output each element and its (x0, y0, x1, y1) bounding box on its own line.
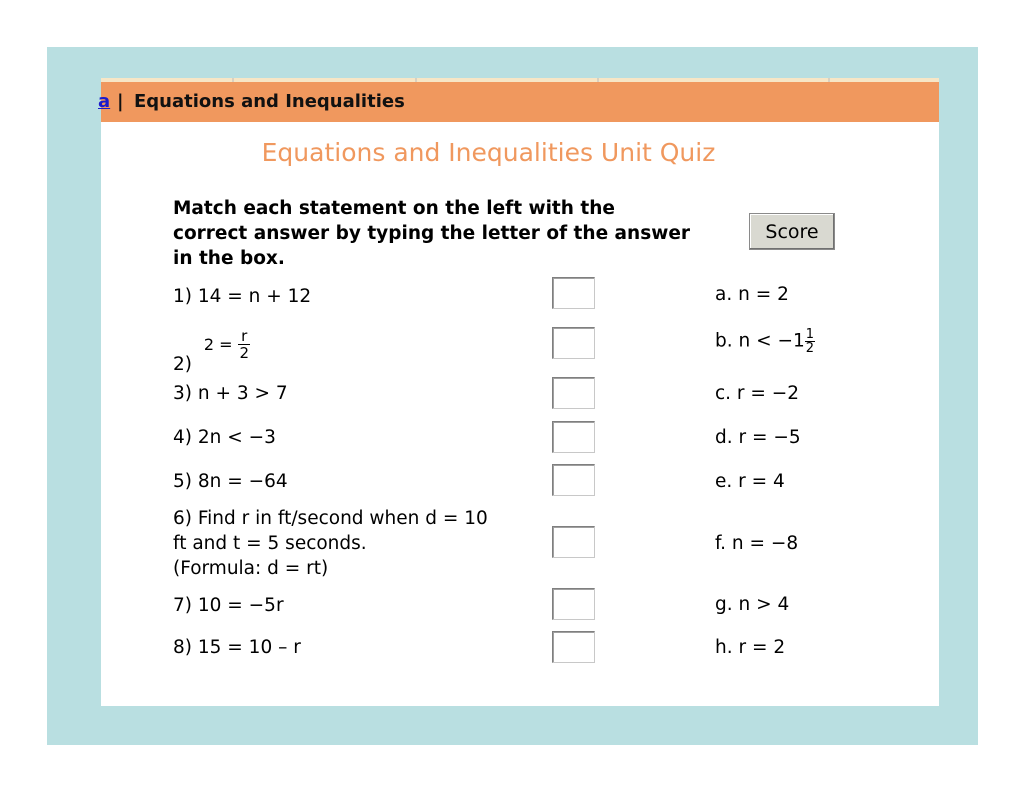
fraction-denominator: 2 (239, 344, 249, 362)
question-5: 5) 8n = −64 (173, 471, 288, 492)
question-6-line-1: 6) Find r in ft/second when d = 10 (173, 508, 488, 529)
fraction-numerator: r (238, 328, 250, 345)
answer-box-8[interactable] (552, 631, 595, 663)
question-3: 3) n + 3 > 7 (173, 383, 288, 404)
answer-choice-e: e. r = 4 (715, 471, 785, 492)
answer-box-7[interactable] (552, 588, 595, 620)
breadcrumb-current: Equations and Inequalities (134, 91, 405, 112)
answer-choice-g: g. n > 4 (715, 594, 790, 615)
answer-box-4[interactable] (552, 421, 595, 453)
answer-box-3[interactable] (552, 377, 595, 409)
breadcrumb-separator: | (117, 91, 124, 112)
answer-choice-a: a. n = 2 (715, 284, 789, 305)
answer-box-6[interactable] (552, 526, 595, 558)
question-4: 4) 2n < −3 (173, 427, 276, 448)
breadcrumb-link[interactable]: a (98, 91, 111, 112)
question-7: 7) 10 = −5r (173, 595, 284, 616)
answer-choice-c: c. r = −2 (715, 383, 800, 404)
question-2 (173, 327, 250, 375)
answer-choice-h: h. r = 2 (715, 637, 786, 658)
question-8: 8) 15 = 10 – r (173, 637, 301, 658)
question-6-line-2: ft and t = 5 seconds. (173, 533, 367, 554)
answer-choice-b (715, 328, 815, 355)
answer-choice-b-prefix: b. n < −1 (715, 330, 805, 352)
question-2-fraction (238, 328, 250, 361)
fraction-numerator: 1 (805, 327, 815, 342)
answer-box-2[interactable] (552, 327, 595, 359)
quiz-page (98, 78, 939, 706)
answer-box-1[interactable] (552, 277, 595, 309)
instructions-text: Match each statement on the left with the correct answer by typing the letter of the answer in the box. (173, 198, 690, 269)
question-2-lhs: 2 = (203, 334, 233, 354)
answer-box-5[interactable] (552, 464, 595, 496)
page-title: Equations and Inequalities Unit Quiz (261, 138, 716, 167)
question-1: 1) 14 = n + 12 (173, 286, 312, 307)
answer-choice-f: f. n = −8 (715, 533, 799, 554)
question-6-line-3: (Formula: d = rt) (173, 558, 329, 579)
fraction-denominator: 2 (805, 341, 815, 356)
score-button[interactable]: Score (749, 213, 835, 250)
answer-choice-d: d. r = −5 (715, 427, 801, 448)
question-2-label: 2) (173, 353, 192, 375)
answer-choice-b-fraction (805, 328, 815, 355)
breadcrumb (98, 82, 939, 122)
question-6 (173, 506, 553, 581)
